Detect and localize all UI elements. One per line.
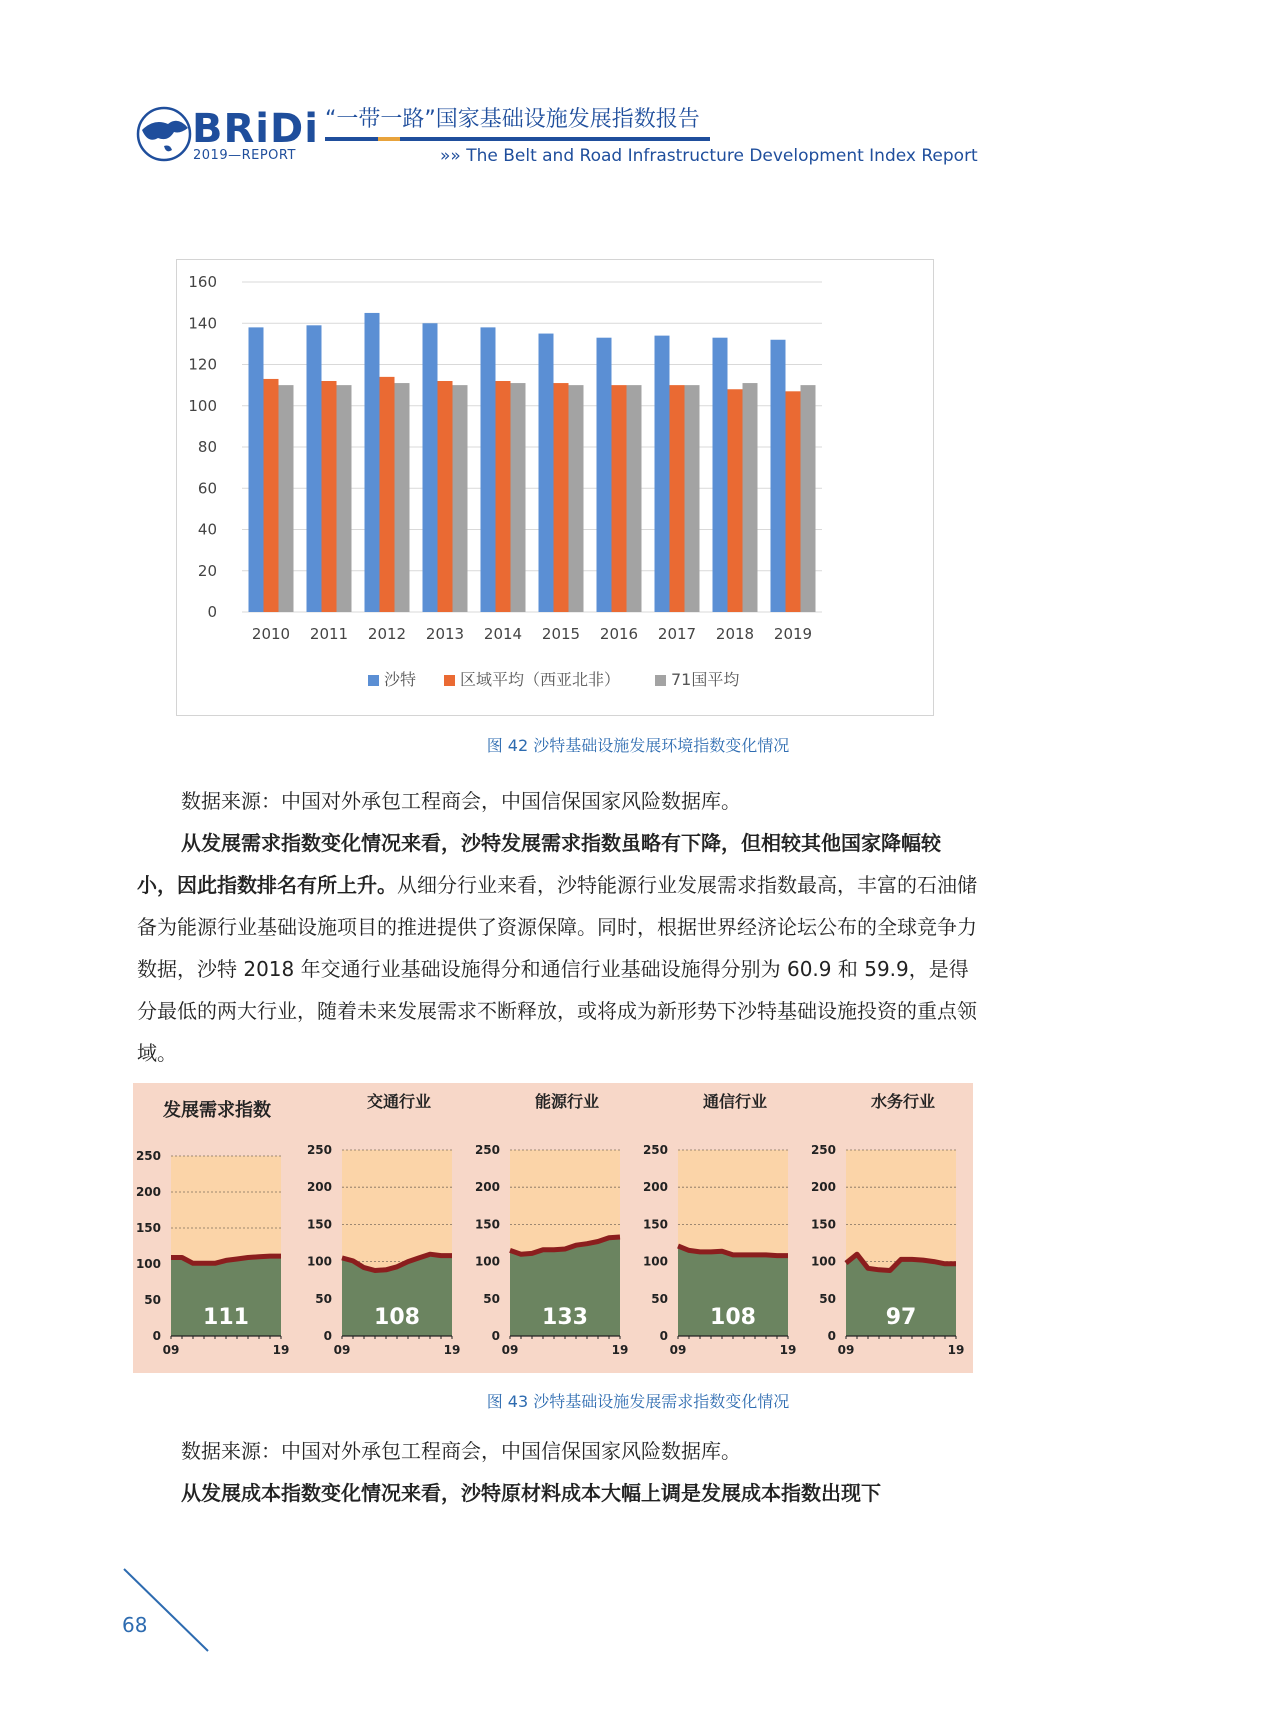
value-label: 108 (374, 1305, 420, 1330)
figure-43-caption: 图 43 沙特基础设施发展需求指数变化情况 (486, 1392, 790, 1411)
y-tick-label: 0 (152, 1329, 161, 1343)
bar-chart (176, 259, 932, 714)
y-tick-label: 200 (642, 1180, 668, 1195)
y-tick-label: 150 (642, 1217, 668, 1232)
x-tick-label: 2012 (367, 625, 407, 643)
x-tick-label: 19 (779, 1343, 797, 1357)
figure-42-caption: 图 42 沙特基础设施发展环境指数变化情况 (486, 736, 790, 755)
x-tick-label: 2013 (425, 625, 465, 643)
y-tick-label: 120 (188, 355, 217, 374)
corner-decoration (120, 1565, 220, 1655)
y-tick-label: 200 (135, 1185, 161, 1199)
legend-swatch (368, 675, 379, 686)
y-tick-label: 0 (827, 1329, 836, 1343)
bar-1 (438, 381, 453, 612)
y-tick-label: 0 (323, 1329, 332, 1343)
legend-entry: 沙特 (384, 670, 417, 689)
x-tick-label: 09 (333, 1343, 351, 1357)
x-tick-label: 2019 (773, 625, 813, 643)
x-tick-label: 09 (837, 1343, 855, 1357)
bar-2 (511, 383, 526, 612)
bar-1 (612, 385, 627, 612)
x-tick-label: 09 (162, 1343, 180, 1357)
y-tick-label: 200 (474, 1180, 500, 1195)
y-tick-label: 160 (188, 273, 217, 291)
legend-swatch (655, 675, 666, 686)
paragraph-2 (181, 1472, 1021, 1514)
y-tick-label: 100 (188, 396, 217, 415)
data-source-2: 数据来源：中国对外承包工程商会，中国信保国家风险数据库。 (181, 1439, 741, 1463)
y-tick-label: 0 (207, 603, 217, 621)
x-tick-label: 2011 (309, 625, 349, 643)
bar-2 (685, 385, 700, 612)
y-tick-label: 50 (483, 1291, 500, 1306)
bar-1 (322, 381, 337, 612)
y-tick-label: 20 (197, 561, 217, 580)
bar-1 (786, 391, 801, 612)
paragraph-1-bold: 从发展需求指数变化情况来看，沙特发展需求指数虽略有下降，但相较其他国家降幅较小，因此指数排名有所上升。 (137, 831, 941, 897)
value-label: 133 (542, 1305, 588, 1330)
bar-1 (496, 381, 511, 612)
y-tick-label: 0 (659, 1329, 668, 1343)
bar-0 (771, 340, 786, 612)
x-tick-label: 09 (501, 1343, 519, 1357)
area-chart-panels (133, 1083, 973, 1373)
panel-title: 发展需求指数 (163, 1100, 271, 1121)
bar-2 (453, 385, 468, 612)
bar-0 (713, 338, 728, 612)
y-tick-label: 150 (474, 1217, 500, 1232)
y-tick-label: 200 (306, 1180, 332, 1195)
bar-1 (670, 385, 685, 612)
bar-0 (597, 338, 612, 612)
y-tick-label: 60 (197, 479, 217, 498)
panel-title: 交通行业 (366, 1092, 432, 1111)
x-tick-label: 2010 (251, 625, 291, 643)
x-tick-label: 2016 (599, 625, 639, 643)
title-underline-accent (378, 137, 400, 141)
x-tick-label: 19 (443, 1343, 461, 1357)
bar-0 (423, 323, 438, 612)
paragraph-2-bold: 从发展成本指数变化情况来看，沙特原材料成本大幅上调是发展成本指数出现下 (181, 1481, 881, 1505)
bar-0 (365, 313, 380, 612)
logo-subtitle: 2019—REPORT (193, 148, 296, 163)
bar-0 (249, 327, 264, 612)
y-tick-label: 150 (135, 1221, 161, 1235)
y-tick-label: 250 (306, 1143, 332, 1157)
y-tick-label: 100 (810, 1254, 836, 1269)
area-panel (811, 1092, 964, 1357)
logo-text: BRiDi (192, 106, 319, 152)
y-tick-label: 50 (651, 1291, 668, 1306)
y-tick-label: 150 (306, 1217, 332, 1232)
x-tick-label: 19 (611, 1343, 629, 1357)
y-tick-label: 150 (810, 1217, 836, 1232)
y-tick-label: 250 (810, 1143, 836, 1157)
bar-2 (395, 383, 410, 612)
y-tick-label: 40 (197, 520, 217, 539)
value-label: 108 (710, 1305, 756, 1330)
panel-title: 水务行业 (870, 1092, 936, 1111)
bar-2 (801, 385, 816, 612)
value-label: 111 (203, 1305, 249, 1330)
bar-1 (380, 377, 395, 612)
x-tick-label: 19 (947, 1343, 965, 1357)
x-tick-label: 2014 (483, 625, 523, 643)
y-tick-label: 250 (135, 1149, 161, 1163)
area-panel (475, 1092, 628, 1357)
x-tick-label: 2015 (541, 625, 581, 643)
report-title-cn: “一带一路”国家基础设施发展指数报告 (325, 107, 700, 132)
bar-1 (728, 389, 743, 612)
y-tick-label: 50 (315, 1291, 332, 1306)
bar-0 (481, 327, 496, 612)
page-number: 68 (122, 1613, 148, 1637)
x-tick-label: 19 (272, 1343, 290, 1357)
legend-swatch (444, 675, 455, 686)
y-tick-label: 0 (491, 1329, 500, 1343)
bar-1 (264, 379, 279, 612)
y-tick-label: 100 (642, 1254, 668, 1269)
paragraph-1 (137, 822, 977, 1074)
x-tick-label: 2017 (657, 625, 697, 643)
x-tick-label: 2018 (715, 625, 755, 643)
y-tick-label: 50 (819, 1291, 836, 1306)
area-panel (136, 1099, 289, 1357)
bar-1 (554, 383, 569, 612)
bar-2 (627, 385, 642, 612)
y-tick-label: 80 (197, 438, 217, 456)
value-label: 97 (885, 1305, 917, 1330)
panel-title: 能源行业 (534, 1092, 600, 1111)
y-tick-label: 140 (188, 314, 217, 333)
x-tick-label: 09 (669, 1343, 687, 1357)
bar-0 (539, 334, 554, 612)
y-tick-label: 250 (642, 1143, 668, 1157)
data-source-1: 数据来源：中国对外承包工程商会，中国信保国家风险数据库。 (181, 789, 741, 813)
y-tick-label: 250 (474, 1143, 500, 1157)
bar-2 (279, 385, 294, 612)
area-panel (307, 1092, 460, 1357)
area-panel (643, 1092, 796, 1357)
legend-entry: 区域平均（西亚北非） (460, 670, 621, 689)
panel-title: 通信行业 (702, 1092, 768, 1111)
paragraph-1-rest: 从细分行业来看，沙特能源行业发展需求指数最高，丰富的石油储备为能源行业基础设施项目的推进提供了资源保障。同时，根据世界经济论坛公布的全球竞争力数据，沙特 2018 年交通行业基础设施得分和通信行业基础设施得分别为 60.9 和 59.9，是得分最低的两大行业，随着未来发展需求不断释放，或将成为新形势下沙特基础设施投资的重点领域。 (137, 873, 977, 1065)
bar-2 (743, 383, 758, 612)
y-tick-label: 200 (810, 1180, 836, 1195)
bar-2 (337, 385, 352, 612)
y-tick-label: 100 (135, 1257, 161, 1271)
bar-0 (655, 336, 670, 612)
legend-entry: 71国平均 (671, 670, 740, 689)
report-title-en: »» The Belt and Road Infrastructure Development Index Report (440, 146, 978, 166)
bar-2 (569, 385, 584, 612)
bar-0 (307, 325, 322, 612)
y-tick-label: 100 (474, 1254, 500, 1269)
y-tick-label: 100 (306, 1254, 332, 1269)
y-tick-label: 50 (144, 1293, 161, 1307)
